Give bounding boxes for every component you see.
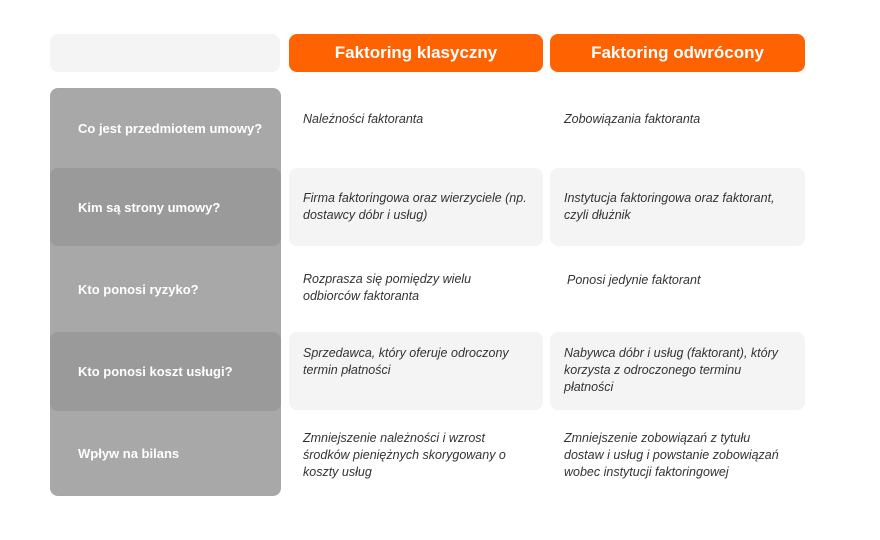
row-label-risk: Kto ponosi ryzyko?	[78, 281, 199, 297]
row-label-parties: Kim są strony umowy?	[50, 168, 281, 246]
row-labels-column	[50, 88, 281, 496]
row-label-balance: Wpływ na bilans	[78, 446, 180, 461]
cell-balance-classic: Zmniejszenie należności i wzrost środków pieniężnych skorygowany o koszty usług	[303, 431, 506, 479]
cell-subject-reverse: Zobowiązania faktoranta	[564, 112, 701, 126]
cell-risk-reverse: Ponosi jedynie faktorant	[567, 273, 701, 287]
cell-subject-classic: Należności faktoranta	[303, 112, 424, 126]
column-header-reverse: Faktoring odwrócony	[550, 34, 805, 72]
cell-balance-reverse: Zmniejszenie zobowiązań z tytułu dostaw i usług i powstanie zobowiązań wobec instytucji faktoringowej	[564, 431, 779, 479]
cell-cost-reverse: Nabywca dóbr i usług (faktorant), który korzysta z odroczonego terminu płatności	[550, 332, 805, 410]
header-corner	[50, 34, 280, 72]
column-header-classic: Faktoring klasyczny	[289, 34, 543, 72]
cell-parties-classic: Firma faktoringowa oraz wierzyciele (np. dostawcy dóbr i usług)	[289, 168, 543, 246]
cell-parties-reverse: Instytucja faktoringowa oraz faktorant, czyli dłużnik	[550, 168, 805, 246]
row-label-subject: Co jest przedmiotem umowy?	[78, 120, 263, 136]
row-label-cost: Kto ponosi koszt usługi?	[50, 332, 281, 411]
cell-risk-classic: Rozprasza się pomiędzy wielu odbiorców faktoranta	[303, 272, 472, 303]
cell-cost-classic: Sprzedawca, który oferuje odroczony termin płatności	[289, 332, 543, 410]
